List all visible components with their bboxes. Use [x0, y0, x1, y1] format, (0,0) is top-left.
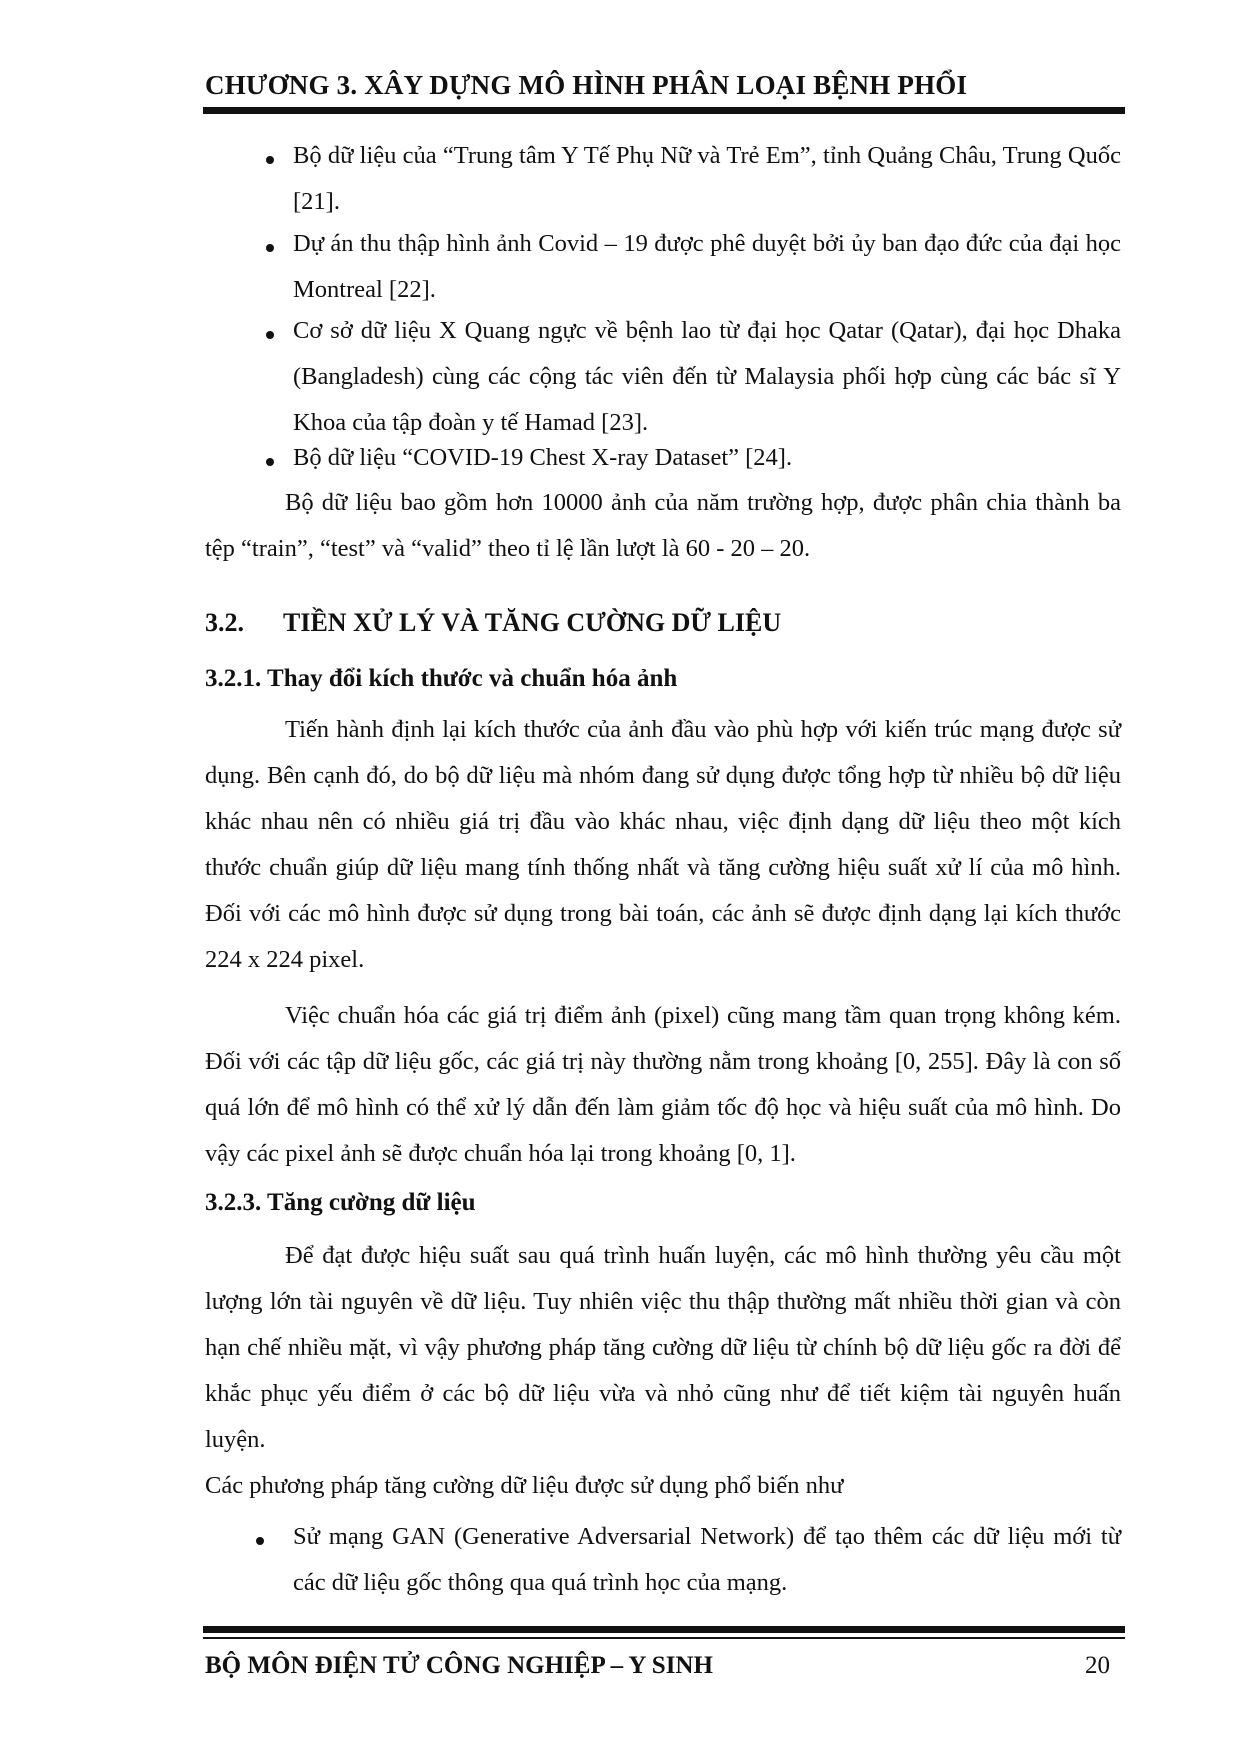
chapter-title: CHƯƠNG 3. XÂY DỰNG MÔ HÌNH PHÂN LOẠI BỆNH PHỔI — [205, 70, 968, 100]
list-item: Bộ dữ liệu của “Trung tâm Y Tế Phụ Nữ và Trẻ Em”, tỉnh Quảng Châu, Trung Quốc [21]. — [293, 142, 1121, 215]
paragraph: Để đạt được hiệu suất sau quá trình huấn luyện, các mô hình thường yêu cầu một lượng lớn tài nguyên về dữ liệu. Tuy nhiên việc thu thập thường mất nhiều thời gian và còn hạn chế nhiều mặt, vì vậy phương pháp tăng cường dữ liệu từ chính bộ dữ liệu gốc ra đời để khắc phục yếu điểm ở các bộ dữ liệu vừa và nhỏ cũng như để tiết kiệm tài nguyên huấn luyện. — [205, 1242, 1121, 1453]
paragraph: Các phương pháp tăng cường dữ liệu được sử dụng phổ biến như — [205, 1472, 844, 1499]
section-heading-3-2-3: 3.2.3. Tăng cường dữ liệu — [205, 1189, 476, 1216]
footer-rule-thin — [203, 1637, 1125, 1639]
bullet-icon — [266, 458, 274, 466]
bullet-icon — [266, 156, 274, 164]
section-number: 3.2. — [205, 608, 244, 637]
paragraph: Việc chuẩn hóa các giá trị điểm ảnh (pixel) cũng mang tầm quan trọng không kém. Đối với các tập dữ liệu gốc, các giá trị này thường nằm trong khoảng [0, 255]. Đây là con số quá lớn để mô hình có thể xử lý dẫn đến làm giảm tốc độ học và hiệu suất của mô hình. Do vậy các pixel ảnh sẽ được chuẩn hóa lại trong khoảng [0, 1]. — [205, 1002, 1121, 1167]
section-title: TIỀN XỬ LÝ VÀ TĂNG CƯỜNG DỮ LIỆU — [283, 608, 782, 637]
paragraph: Tiến hành định lại kích thước của ảnh đầu vào phù hợp với kiến trúc mạng được sử dụng. Bên cạnh đó, do bộ dữ liệu mà nhóm đang sử dụng được tổng hợp từ nhiều bộ dữ liệu khác nhau nên có nhiều giá trị đầu vào khác nhau, việc định dạng dữ liệu theo một kích thước chuẩn giúp dữ liệu mang tính thống nhất và tăng cường hiệu suất xử lí của mô hình. Đối với các mô hình được sử dụng trong bài toán, các ảnh sẽ được định dạng lại kích thước 224 x 224 pixel. — [205, 716, 1121, 973]
page-number: 20 — [1085, 1652, 1110, 1679]
dataset-summary — [205, 480, 1121, 572]
section-heading-3-2-1: 3.2.1. Thay đổi kích thước và chuẩn hóa ảnh — [205, 665, 678, 692]
bullet-icon — [266, 331, 274, 339]
footer-rule — [203, 1626, 1125, 1633]
paragraph: Bộ dữ liệu bao gồm hơn 10000 ảnh của năm trường hợp, được phân chia thành ba tệp “train”, “test” và “valid” theo tỉ lệ lần lượt là 60 - 20 – 20. — [205, 489, 1121, 562]
header-rule — [203, 107, 1125, 114]
section-3-2-1-body — [205, 707, 1121, 1177]
bullet-icon — [256, 1537, 264, 1545]
list-item: Dự án thu thập hình ảnh Covid – 19 được phê duyệt bởi ủy ban đạo đức của đại học Montreal [22]. — [293, 230, 1121, 303]
list-item: Bộ dữ liệu “COVID-19 Chest X-ray Dataset” [24]. — [293, 444, 793, 471]
section-3-2-3-body — [205, 1233, 1121, 1509]
section-heading-3-2 — [205, 608, 781, 638]
list-item: Sử mạng GAN (Generative Adversarial Network) để tạo thêm các dữ liệu mới từ các dữ liệu gốc thông qua quá trình học của mạng. — [293, 1523, 1121, 1596]
list-item: Cơ sở dữ liệu X Quang ngực về bệnh lao từ đại học Qatar (Qatar), đại học Dhaka (Bangladesh) cùng các cộng tác viên đến từ Malaysia phối hợp cùng các bác sĩ Y Khoa của tập đoàn y tế Hamad [23]. — [293, 317, 1121, 436]
footer-department: BỘ MÔN ĐIỆN TỬ CÔNG NGHIỆP – Y SINH — [205, 1652, 713, 1679]
bullet-icon — [266, 244, 274, 252]
